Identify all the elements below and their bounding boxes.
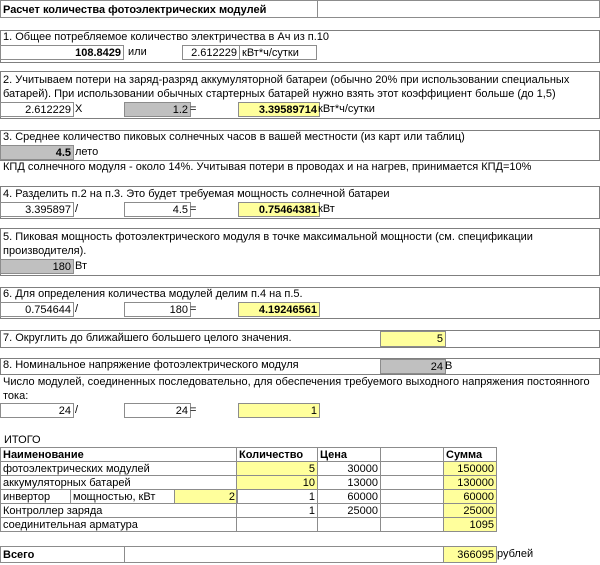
- s5-power-cell[interactable]: 180: [0, 259, 74, 274]
- s3-hours-cell[interactable]: 4.5: [0, 145, 74, 160]
- section-6-heading: 6. Для определения количества модулей делим п.4 на п.5.: [3, 288, 303, 300]
- table-row-sum: 25000: [443, 503, 497, 518]
- header-price: Цена: [317, 447, 381, 462]
- table-row-gap: [380, 461, 444, 476]
- s7-result-cell: 5: [380, 331, 446, 347]
- table-row-gap: [380, 503, 444, 518]
- s6-a-cell[interactable]: 0.754644: [0, 302, 74, 317]
- s5-unit-label: Вт: [75, 260, 88, 272]
- s8-result-cell: 1: [238, 403, 320, 418]
- s6-div-label: /: [75, 303, 79, 315]
- section-4-heading: 4. Разделить п.2 на п.3. Это будет требуемая мощность солнечной батареи: [3, 188, 390, 200]
- s2-a-cell[interactable]: 2.612229: [0, 102, 74, 117]
- s4-a-cell[interactable]: 3.395897: [0, 202, 74, 217]
- s8-eq-label: =: [190, 404, 197, 416]
- s4-eq-label: =: [190, 203, 197, 215]
- s2-k-cell[interactable]: 1.2: [124, 102, 191, 117]
- table-row-qty[interactable]: 5: [236, 461, 318, 476]
- header-name: Наименование: [0, 447, 237, 462]
- table-row-extra-label: мощностью, кВт: [70, 489, 175, 504]
- s1-ah-cell[interactable]: 108.8429: [0, 45, 124, 60]
- header-qty: Количество: [236, 447, 318, 462]
- section-2-text: 2. Учитываем потери на заряд-разряд аккумуляторной батареи (обычно 20% при использовании специальных батарей). При использовании обычных стартерных батарей нужно взять этот коэффициент больше (до 1,5): [3, 74, 570, 100]
- table-row-gap: [380, 489, 444, 504]
- s8-voltage-cell[interactable]: 24: [380, 359, 446, 374]
- s4-b-cell[interactable]: 4.5: [124, 202, 191, 217]
- s4-div-label: /: [75, 203, 79, 215]
- s4-result-cell: 0.75464381: [238, 202, 320, 217]
- section-5-text: 5. Пиковая мощность фотоэлектрического модуля в точке максимальной мощности (см. спецификации производителя).: [3, 231, 533, 257]
- section-7-heading: 7. Округлить до ближайшего большего целого значения.: [3, 332, 292, 344]
- table-row-name: фотоэлектрических модулей: [0, 461, 237, 476]
- table-row-name: Контроллер заряда: [0, 503, 237, 518]
- table-row-qty[interactable]: 10: [236, 475, 318, 490]
- table-row-price[interactable]: [317, 517, 381, 532]
- table-row-qty[interactable]: [236, 517, 318, 532]
- s8-a-cell[interactable]: 24: [0, 403, 74, 418]
- header-gap: [380, 447, 444, 462]
- s8-div-label: /: [75, 404, 79, 416]
- grand-total-gap: [124, 546, 444, 563]
- table-row-name: соединительная арматура: [0, 517, 237, 532]
- s4-unit-label: кВт: [318, 203, 335, 215]
- section-1-heading: 1. Общее потребляемое количество электричества в Ач из п.10: [3, 31, 330, 43]
- section-8-heading: 8. Номинальное напряжение фотоэлектрического модуля: [3, 359, 299, 371]
- header-sum: Сумма: [443, 447, 497, 462]
- grand-total-currency: рублей: [497, 548, 534, 560]
- grand-total-value: 366095: [443, 546, 497, 563]
- total-label: ИТОГО: [4, 434, 41, 446]
- table-row-name: аккумуляторных батарей: [0, 475, 237, 490]
- s8-b-cell[interactable]: 24: [124, 403, 191, 418]
- table-row-sum: 130000: [443, 475, 497, 490]
- s1-unit-cell: кВт*ч/сутки: [239, 45, 317, 60]
- table-row-price[interactable]: 25000: [317, 503, 381, 518]
- s3-season-label: лето: [75, 146, 99, 158]
- section-3-heading: 3. Среднее количество пиковых солнечных часов в вашей местности (из карт или таблиц): [3, 131, 465, 143]
- table-row-price[interactable]: 30000: [317, 461, 381, 476]
- table-row-name: инвертор: [0, 489, 71, 504]
- table-row-sum: 60000: [443, 489, 497, 504]
- table-row-gap: [380, 475, 444, 490]
- table-row-sum: 1095: [443, 517, 497, 532]
- s6-b-cell[interactable]: 180: [124, 302, 191, 317]
- s2-unit-label: кВт*ч/сутки: [318, 103, 375, 115]
- s1-kwh-cell[interactable]: 2.612229: [182, 45, 240, 60]
- s8-voltage-unit: В: [445, 360, 453, 372]
- table-row-sum: 150000: [443, 461, 497, 476]
- s6-result-cell: 4.19246561: [238, 302, 320, 317]
- table-row-price[interactable]: 13000: [317, 475, 381, 490]
- sheet-title: Расчет количества фотоэлектрических модулей: [0, 0, 318, 18]
- table-row-price[interactable]: 60000: [317, 489, 381, 504]
- grand-total-label: Всего: [0, 546, 125, 563]
- s1-or-label: или: [128, 46, 147, 58]
- title-empty-cell: [317, 0, 600, 18]
- s2-eq-label: =: [190, 103, 197, 115]
- s6-eq-label: =: [190, 303, 197, 315]
- s3-kpd-note: КПД солнечного модуля - около 14%. Учитывая потери в проводах и на нагрев, принимается КПД=10%: [3, 161, 532, 173]
- table-row-qty[interactable]: 1: [236, 489, 318, 504]
- s2-x-label: X: [75, 103, 83, 115]
- s2-result-cell: 3.39589714: [238, 102, 320, 117]
- table-row-extra-value[interactable]: 2: [174, 489, 238, 504]
- table-row-qty[interactable]: 1: [236, 503, 318, 518]
- s8-series-text: Число модулей, соединенных последовательно, для обеспечения требуемого выходного напряжения постоянного тока:: [3, 376, 590, 402]
- table-row-gap: [380, 517, 444, 532]
